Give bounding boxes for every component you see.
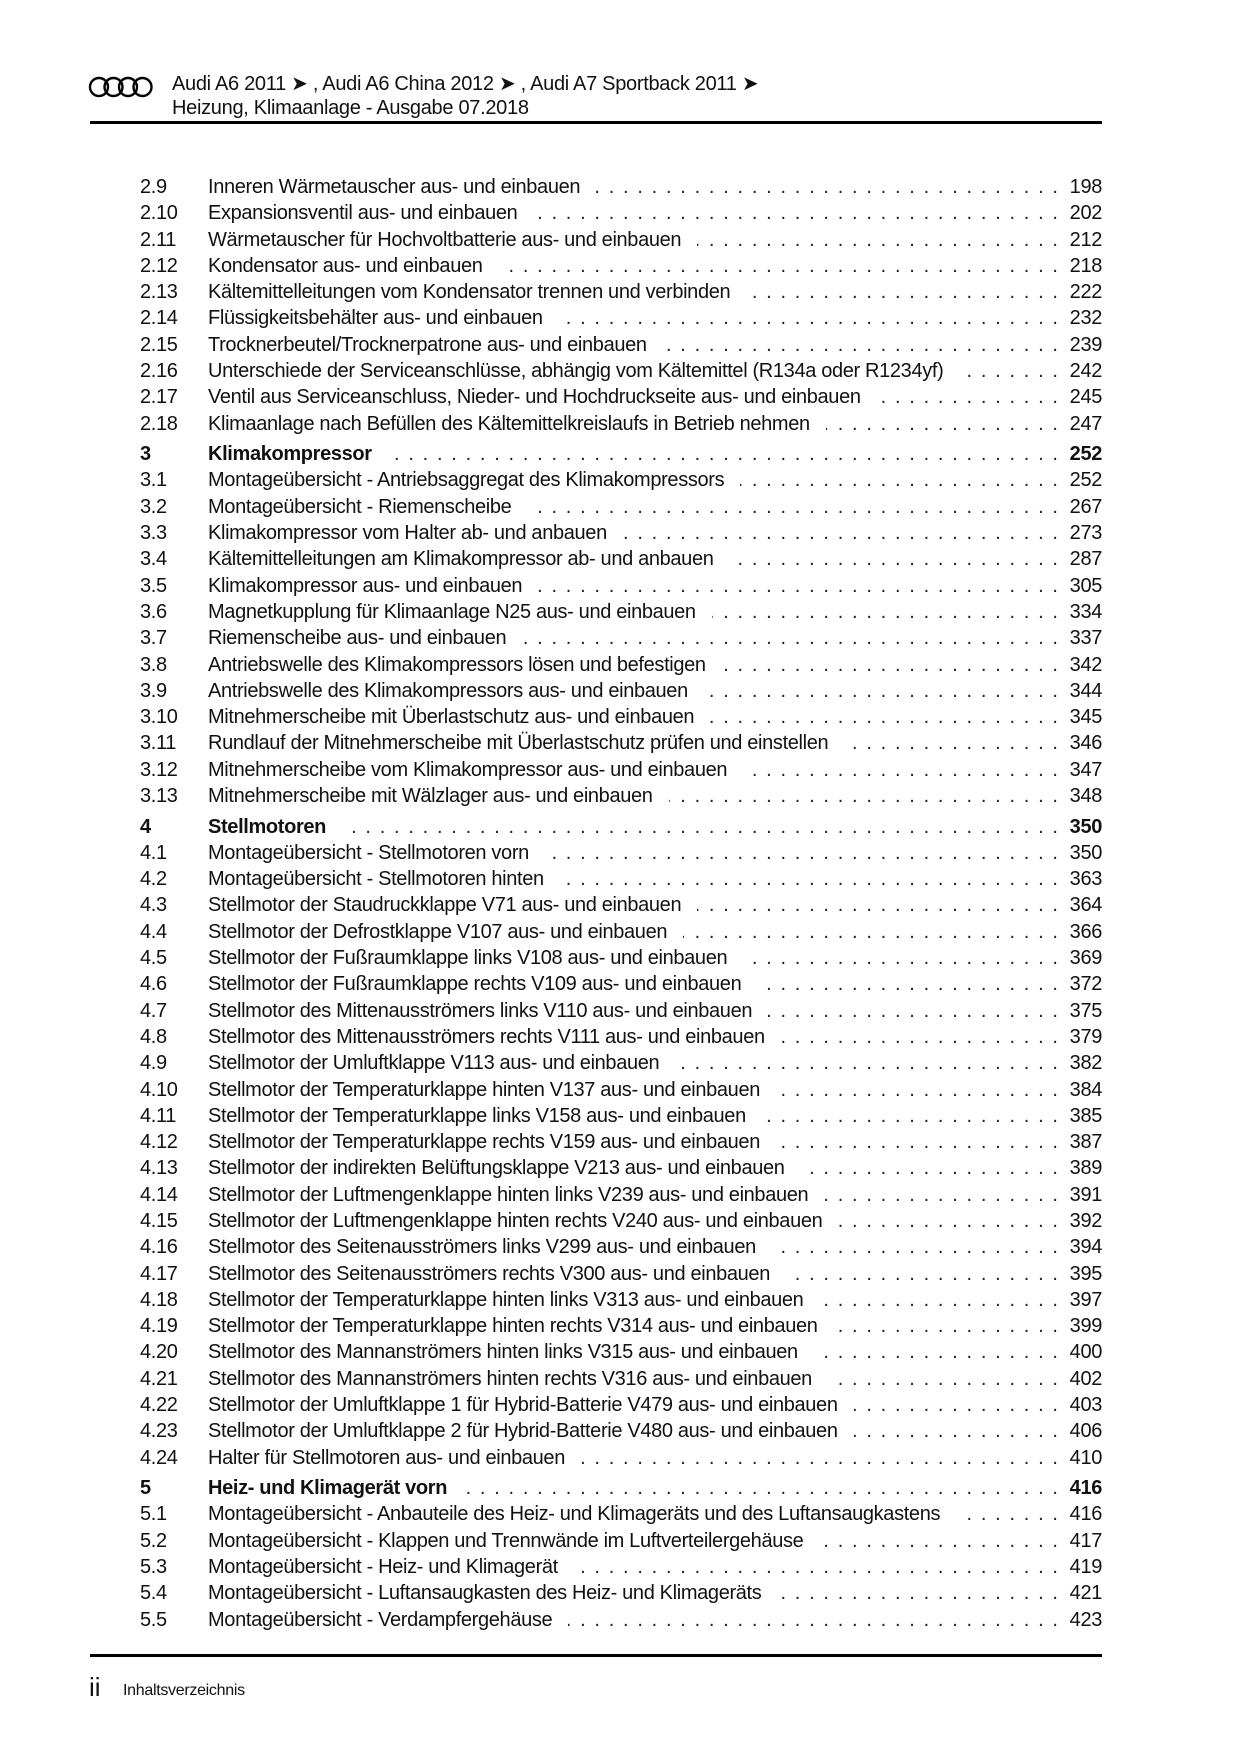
toc-entry-title: Ventil aus Serviceanschluss, Nieder- und Hochdruckseite aus- und einbauen [208, 386, 861, 409]
toc-entry-title: Montageübersicht - Stellmotoren vorn [208, 841, 529, 864]
toc-entry-title: Klimakompressor aus- und einbauen [208, 574, 523, 597]
toc-entry[interactable] [140, 1079, 1102, 1105]
toc-entry-page: 416 [1069, 1477, 1102, 1500]
toc-entry[interactable] [140, 281, 1102, 307]
toc-entry-page: 239 [1069, 333, 1102, 356]
toc-entry[interactable] [140, 1609, 1102, 1635]
toc-entry[interactable] [140, 1556, 1102, 1582]
toc-entry-number: 2.10 [140, 202, 178, 225]
toc-entry-number: 4.20 [140, 1341, 178, 1364]
leader-dots [710, 706, 1058, 729]
toc-entry-page: 334 [1069, 600, 1102, 623]
toc-entry-title: Stellmotor der Fußraumklappe links V108 aus- und einbauen [208, 947, 728, 970]
toc-entry-number: 3.13 [140, 785, 178, 808]
toc-entry-page: 385 [1069, 1104, 1102, 1127]
toc-entry-number: 4.21 [140, 1367, 178, 1390]
leader-dots [568, 1609, 1058, 1632]
leader-dots [463, 1477, 1058, 1500]
toc-entry-number: 4.5 [140, 947, 167, 970]
toc-entry-title: Mitnehmerscheibe mit Überlastschutz aus- und einbauen [208, 706, 695, 729]
leader-dots [559, 307, 1058, 330]
toc-entry-page: 364 [1069, 894, 1102, 917]
toc-entry-page: 379 [1069, 1025, 1102, 1048]
toc-entry-title: Stellmotor des Seitenausströmers rechts V300 aus- und einbauen [208, 1262, 770, 1285]
toc-entry-title: Montageübersicht - Klappen und Trennwände im Luftverteilergehäuse [208, 1529, 804, 1552]
toc-entry-number: 3.12 [140, 758, 178, 781]
toc-entry-page: 399 [1069, 1315, 1102, 1338]
toc-entry[interactable] [140, 548, 1102, 574]
leader-dots [663, 334, 1058, 357]
leader-dots [533, 202, 1058, 225]
toc-entry-page: 392 [1069, 1209, 1102, 1232]
toc-entry-page: 232 [1069, 307, 1102, 330]
toc-entry-page: 384 [1069, 1078, 1102, 1101]
toc-entry-number: 4.3 [140, 894, 167, 917]
leader-dots [746, 281, 1058, 304]
toc-entry[interactable] [140, 1105, 1102, 1131]
toc-entry-number: 3.3 [140, 522, 167, 545]
toc-entry-page: 369 [1069, 947, 1102, 970]
toc-entry-page: 212 [1069, 228, 1102, 251]
leader-dots [824, 1184, 1058, 1207]
toc-entry-title: Stellmotor des Seitenausströmers links V299 aus- und einbauen [208, 1236, 756, 1259]
toc-entry[interactable] [140, 202, 1102, 228]
toc-entry-title: Kältemittelleitungen am Klimakompressor ab- und anbauen [208, 548, 714, 571]
toc-entry[interactable] [140, 1052, 1102, 1078]
toc-entry-page: 337 [1069, 627, 1102, 650]
toc-entry-number: 3.4 [140, 548, 167, 571]
toc-entry-number: 4.1 [140, 841, 167, 864]
table-of-contents [140, 176, 1102, 1635]
toc-entry-title: Riemenscheibe aus- und einbauen [208, 627, 507, 650]
toc-entry-number: 4.19 [140, 1315, 178, 1338]
leader-dots [959, 360, 1058, 383]
leader-dots [826, 413, 1058, 436]
toc-entry-number: 4.11 [140, 1104, 177, 1127]
leader-dots [722, 654, 1058, 677]
leader-dots [776, 1079, 1058, 1102]
toc-entry[interactable] [140, 1503, 1102, 1529]
toc-entry-page: 350 [1069, 841, 1102, 864]
leader-dots [623, 522, 1058, 545]
toc-entry-title: Stellmotor der Luftmengenklappe hinten links V239 aus- und einbauen [208, 1183, 809, 1206]
toc-entry-title: Mitnehmerscheibe vom Klimakompressor aus- und einbauen [208, 758, 728, 781]
toc-entry-number: 4 [140, 815, 151, 838]
leader-dots [772, 1236, 1058, 1259]
toc-entry[interactable] [140, 1420, 1102, 1446]
toc-entry-page: 273 [1069, 522, 1102, 545]
leader-dots [743, 947, 1058, 970]
toc-entry-title: Unterschiede der Serviceanschlüsse, abhängig vom Kältemittel (R134a oder R1234yf) [208, 360, 944, 383]
toc-entry-title: Halter für Stellmotoren aus- und einbauen [208, 1446, 565, 1469]
toc-entry-title: Mitnehmerscheibe mit Wälzlager aus- und einbauen [208, 785, 653, 808]
toc-entry-title: Expansionsventil aus- und einbauen [208, 202, 518, 225]
leader-dots [776, 1131, 1058, 1154]
toc-entry[interactable] [140, 1530, 1102, 1556]
toc-entry[interactable] [140, 1582, 1102, 1608]
toc-entry-title: Montageübersicht - Antriebsaggregat des Klimakompressors [208, 469, 725, 492]
toc-entry-page: 342 [1069, 653, 1102, 676]
toc-entry[interactable] [140, 386, 1102, 412]
toc-entry-title: Stellmotor der Umluftklappe 2 für Hybrid-Batterie V480 aus- und einbauen [208, 1420, 838, 1443]
leader-dots [596, 176, 1058, 199]
leader-dots [683, 921, 1058, 944]
toc-entry-page: 375 [1069, 999, 1102, 1022]
toc-entry-page: 222 [1069, 281, 1102, 304]
leader-dots [819, 1289, 1058, 1312]
toc-entry[interactable] [140, 842, 1102, 868]
toc-entry-title: Stellmotor der Temperaturklappe hinten links V313 aus- und einbauen [208, 1288, 804, 1311]
toc-entry-number: 4.15 [140, 1209, 178, 1232]
toc-entry-title: Magnetkupplung für Klimaanlage N25 aus- und einbauen [208, 600, 696, 623]
toc-entry[interactable] [140, 1263, 1102, 1289]
toc-entry-page: 387 [1069, 1131, 1102, 1154]
toc-entry-number: 4.22 [140, 1394, 178, 1417]
toc-entry[interactable] [140, 601, 1102, 627]
leader-dots [527, 496, 1058, 519]
toc-chapter-entry[interactable] [140, 1477, 1102, 1503]
toc-entry-page: 348 [1069, 785, 1102, 808]
toc-entry-number: 5 [140, 1477, 151, 1500]
toc-entry-title: Stellmotor der Fußraumklappe rechts V109 aus- und einbauen [208, 973, 742, 996]
toc-entry-title: Klimaanlage nach Befüllen des Kältemittelkreislaufs in Betrieb nehmen [208, 412, 810, 435]
toc-entry[interactable] [140, 785, 1102, 811]
toc-entry-number: 2.9 [140, 176, 167, 198]
toc-entry-number: 4.18 [140, 1288, 178, 1311]
toc-entry-number: 2.12 [140, 254, 178, 277]
leader-dots [669, 785, 1058, 808]
toc-entry-page: 363 [1069, 868, 1102, 891]
leader-dots [538, 575, 1058, 598]
toc-entry[interactable] [140, 1236, 1102, 1262]
toc-entry-page: 402 [1069, 1367, 1102, 1390]
toc-entry-title: Kältemittelleitungen vom Kondensator trennen und verbinden [208, 281, 731, 304]
header-models: Audi A6 2011 ➤ , Audi A6 China 2012 ➤ , Audi A7 Sportback 2011 ➤ [172, 73, 759, 95]
toc-entry-title: Wärmetauscher für Hochvoltbatterie aus- und einbauen [208, 228, 682, 251]
leader-dots [814, 1341, 1058, 1364]
toc-entry-number: 4.24 [140, 1446, 178, 1469]
leader-dots [781, 1026, 1058, 1049]
header-divider [90, 121, 1102, 124]
toc-entry-number: 2.13 [140, 281, 178, 304]
toc-entry-page: 372 [1069, 973, 1102, 996]
leader-dots [560, 868, 1058, 891]
toc-entry-title: Stellmotor der Umluftklappe 1 für Hybrid-Batterie V479 aus- und einbauen [208, 1394, 838, 1417]
toc-entry-page: 391 [1069, 1183, 1102, 1206]
toc-entry-page: 406 [1069, 1420, 1102, 1443]
leader-dots [757, 973, 1058, 996]
toc-entry-title: Flüssigkeitsbehälter aus- und einbauen [208, 307, 543, 330]
toc-entry[interactable] [140, 469, 1102, 495]
leader-dots [762, 1105, 1058, 1128]
toc-entry-title: Stellmotor der Staudruckklappe V71 aus- und einbauen [208, 894, 682, 917]
toc-entry-page: 389 [1069, 1157, 1102, 1180]
toc-entry[interactable] [140, 1131, 1102, 1157]
toc-entry-title: Montageübersicht - Anbauteile des Heiz- und Klimageräts und des Luftansaugkastens [208, 1503, 941, 1526]
toc-entry[interactable] [140, 947, 1102, 973]
toc-entry-number: 3.1 [140, 469, 167, 492]
toc-entry-page: 366 [1069, 920, 1102, 943]
toc-entry-page: 242 [1069, 360, 1102, 383]
leader-dots [342, 816, 1058, 839]
toc-entry[interactable] [140, 176, 1102, 202]
toc-entry-title: Stellmotor des Mannanströmers hinten rechts V316 aus- und einbauen [208, 1367, 812, 1390]
toc-entry-page: 421 [1069, 1582, 1102, 1605]
toc-entry-number: 4.17 [140, 1262, 178, 1285]
toc-entry-page: 247 [1069, 412, 1102, 435]
toc-entry-title: Stellmotor der Defrostklappe V107 aus- und einbauen [208, 920, 668, 943]
toc-entry-number: 4.6 [140, 973, 167, 996]
leader-dots [819, 1530, 1058, 1553]
toc-entry[interactable] [140, 627, 1102, 653]
toc-entry[interactable] [140, 1368, 1102, 1394]
leader-dots [854, 1420, 1058, 1443]
toc-entry[interactable] [140, 229, 1102, 255]
toc-entry-number: 2.11 [140, 228, 177, 251]
toc-entry-page: 397 [1069, 1288, 1102, 1311]
toc-entry-number: 2.18 [140, 412, 178, 435]
header-manual-title: Heizung, Klimaanlage - Ausgabe 07.2018 [172, 97, 529, 119]
toc-entry-number: 2.15 [140, 333, 178, 356]
leader-dots [838, 1210, 1058, 1233]
leader-dots [956, 1503, 1058, 1526]
toc-entry-number: 5.3 [140, 1556, 167, 1579]
toc-entry[interactable] [140, 973, 1102, 999]
toc-entry-number: 5.5 [140, 1608, 167, 1631]
toc-entry-page: 394 [1069, 1236, 1102, 1259]
toc-entry-number: 3.5 [140, 574, 167, 597]
toc-entry-page: 419 [1069, 1556, 1102, 1579]
toc-entry-title: Trocknerbeutel/Trocknerpatrone aus- und einbauen [208, 333, 647, 356]
leader-dots [712, 601, 1058, 624]
toc-entry-number: 5.4 [140, 1582, 167, 1605]
toc-entry[interactable] [140, 706, 1102, 732]
leader-dots [730, 548, 1059, 571]
toc-entry-page: 202 [1069, 202, 1102, 225]
toc-entry[interactable] [140, 307, 1102, 333]
toc-entry[interactable] [140, 334, 1102, 360]
toc-entry-title: Montageübersicht - Heiz- und Klimagerät [208, 1556, 558, 1579]
toc-entry-number: 4.14 [140, 1183, 178, 1206]
toc-entry-page: 287 [1069, 548, 1102, 571]
toc-entry-title: Inneren Wärmetauscher aus- und einbauen [208, 176, 581, 198]
toc-entry[interactable] [140, 1026, 1102, 1052]
leader-dots [768, 1000, 1058, 1023]
toc-entry-number: 2.14 [140, 307, 178, 330]
leader-dots [388, 443, 1058, 466]
toc-entry[interactable] [140, 1394, 1102, 1420]
leader-dots [499, 255, 1058, 278]
toc-entry-title: Montageübersicht - Riemenscheibe [208, 495, 512, 518]
leader-dots [854, 1394, 1058, 1417]
footer-divider [90, 1654, 1102, 1657]
leader-dots [697, 894, 1058, 917]
toc-entry-number: 5.2 [140, 1529, 167, 1552]
toc-entry-title: Stellmotor der Temperaturklappe links V158 aus- und einbauen [208, 1104, 746, 1127]
toc-entry-page: 382 [1069, 1052, 1102, 1075]
toc-entry-page: 400 [1069, 1341, 1102, 1364]
toc-entry-page: 416 [1069, 1503, 1102, 1526]
toc-entry-number: 4.13 [140, 1157, 178, 1180]
toc-entry-number: 2.16 [140, 360, 178, 383]
toc-entry-title: Rundlauf der Mitnehmerscheibe mit Überlastschutz prüfen und einstellen [208, 732, 829, 755]
toc-entry-title: Stellmotor der Temperaturklappe hinten V137 aus- und einbauen [208, 1078, 760, 1101]
toc-entry-page: 245 [1069, 386, 1102, 409]
toc-entry[interactable] [140, 1315, 1102, 1341]
leader-dots [828, 1368, 1058, 1391]
leader-dots [740, 469, 1058, 492]
toc-entry[interactable] [140, 1341, 1102, 1367]
toc-entry-title: Stellmotor der indirekten Belüftungsklappe V213 aus- und einbauen [208, 1157, 785, 1180]
toc-entry-page: 403 [1069, 1394, 1102, 1417]
toc-entry-title: Heiz- und Klimagerät vorn [208, 1477, 448, 1500]
toc-entry-number: 3.10 [140, 706, 178, 729]
toc-entry-page: 252 [1069, 469, 1102, 492]
toc-entry-number: 3.6 [140, 600, 167, 623]
toc-entry-number: 4.2 [140, 868, 167, 891]
toc-entry-title: Stellmotor der Temperaturklappe hinten rechts V314 aus- und einbauen [208, 1315, 818, 1338]
toc-entry[interactable] [140, 759, 1102, 785]
leader-dots [574, 1556, 1058, 1579]
toc-entry[interactable] [140, 680, 1102, 706]
toc-chapter-entry[interactable] [140, 443, 1102, 469]
toc-entry[interactable] [140, 894, 1102, 920]
leader-dots [697, 229, 1058, 252]
leader-dots [743, 759, 1058, 782]
toc-entry[interactable] [140, 575, 1102, 601]
toc-entry-number: 4.4 [140, 920, 167, 943]
toc-entry-number: 3.8 [140, 653, 167, 676]
toc-entry-page: 267 [1069, 495, 1102, 518]
leader-dots [844, 732, 1058, 755]
toc-entry[interactable] [140, 522, 1102, 548]
toc-entry-page: 423 [1069, 1608, 1102, 1631]
toc-entry[interactable] [140, 1184, 1102, 1210]
toc-entry-number: 4.8 [140, 1025, 167, 1048]
leader-dots [522, 627, 1058, 650]
toc-entry-number: 3.11 [140, 732, 177, 755]
toc-entry-page: 350 [1069, 815, 1102, 838]
toc-entry-page: 218 [1069, 254, 1102, 277]
toc-entry-title: Klimakompressor [208, 443, 372, 466]
toc-entry[interactable] [140, 654, 1102, 680]
leader-dots [877, 386, 1058, 409]
toc-entry-number: 3 [140, 443, 151, 466]
toc-entry-title: Stellmotor der Temperaturklappe rechts V159 aus- und einbauen [208, 1131, 760, 1154]
toc-chapter-entry[interactable] [140, 816, 1102, 842]
toc-entry-title: Antriebswelle des Klimakompressors lösen und befestigen [208, 653, 706, 676]
toc-entry-page: 252 [1069, 443, 1102, 466]
toc-entry-page: 344 [1069, 679, 1102, 702]
footer-section-title: Inhaltsverzeichnis [123, 1682, 245, 1699]
toc-entry-number: 2.17 [140, 386, 178, 409]
toc-entry[interactable] [140, 1000, 1102, 1026]
toc-entry[interactable] [140, 921, 1102, 947]
toc-entry-page: 410 [1069, 1446, 1102, 1469]
toc-entry-number: 4.23 [140, 1420, 178, 1443]
toc-entry-number: 3.7 [140, 627, 167, 650]
toc-entry-number: 3.9 [140, 679, 167, 702]
toc-entry-number: 3.2 [140, 495, 167, 518]
toc-entry-page: 395 [1069, 1262, 1102, 1285]
toc-entry-title: Montageübersicht - Luftansaugkasten des Heiz- und Klimageräts [208, 1582, 762, 1605]
leader-dots [801, 1157, 1058, 1180]
leader-dots [545, 842, 1058, 865]
toc-entry-title: Antriebswelle des Klimakompressors aus- und einbauen [208, 679, 688, 702]
leader-dots [581, 1447, 1058, 1470]
toc-entry-number: 4.7 [140, 999, 167, 1022]
toc-entry-page: 198 [1069, 176, 1102, 198]
leader-dots [675, 1052, 1058, 1075]
toc-entry-page: 345 [1069, 706, 1102, 729]
toc-entry[interactable] [140, 413, 1102, 439]
toc-entry-page: 305 [1069, 574, 1102, 597]
leader-dots [786, 1263, 1058, 1286]
toc-entry-page: 417 [1069, 1529, 1102, 1552]
toc-entry-number: 4.9 [140, 1052, 167, 1075]
toc-entry-title: Stellmotor der Luftmengenklappe hinten rechts V240 aus- und einbauen [208, 1209, 823, 1232]
leader-dots [777, 1582, 1058, 1605]
toc-entry[interactable] [140, 360, 1102, 386]
toc-entry[interactable] [140, 868, 1102, 894]
toc-entry-title: Kondensator aus- und einbauen [208, 254, 483, 277]
toc-entry-title: Montageübersicht - Stellmotoren hinten [208, 868, 544, 891]
toc-entry[interactable] [140, 496, 1102, 522]
toc-entry-page: 346 [1069, 732, 1102, 755]
toc-entry[interactable] [140, 732, 1102, 758]
leader-dots [704, 680, 1058, 703]
toc-entry[interactable] [140, 1289, 1102, 1315]
toc-entry-number: 4.10 [140, 1078, 178, 1101]
toc-entry[interactable] [140, 255, 1102, 281]
toc-entry-title: Stellmotor des Mittenausströmers rechts V111 aus- und einbauen [208, 1025, 765, 1048]
audi-rings-logo [88, 76, 154, 98]
toc-entry-title: Montageübersicht - Verdampfergehäuse [208, 1608, 553, 1631]
toc-entry-title: Stellmotoren [208, 815, 327, 838]
toc-entry-number: 4.16 [140, 1236, 178, 1259]
toc-entry-title: Stellmotor der Umluftklappe V113 aus- und einbauen [208, 1052, 660, 1075]
toc-entry[interactable] [140, 1157, 1102, 1183]
toc-entry[interactable] [140, 1447, 1102, 1473]
toc-entry-page: 347 [1069, 758, 1102, 781]
toc-entry-number: 4.12 [140, 1131, 178, 1154]
leader-dots [834, 1315, 1058, 1338]
toc-entry-title: Stellmotor des Mittenausströmers links V110 aus- und einbauen [208, 999, 753, 1022]
footer-page-number: ii [89, 1672, 101, 1702]
toc-entry[interactable] [140, 1210, 1102, 1236]
toc-entry-number: 5.1 [140, 1503, 167, 1526]
toc-entry-title: Stellmotor des Mannanströmers hinten links V315 aus- und einbauen [208, 1341, 798, 1364]
toc-entry-title: Klimakompressor vom Halter ab- und anbauen [208, 522, 607, 545]
